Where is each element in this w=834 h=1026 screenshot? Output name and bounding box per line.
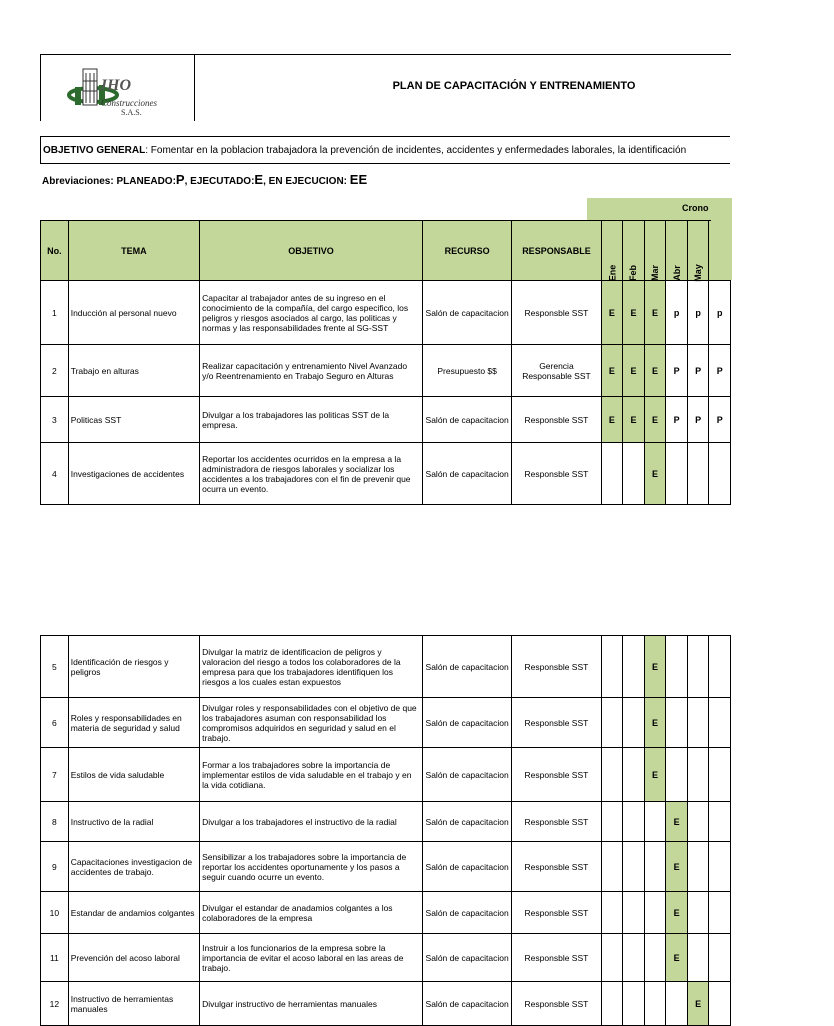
cell-month-status: [623, 698, 645, 748]
cronograma-label: Crono: [682, 203, 709, 213]
cell-tema: Roles y responsabilidades en materia de seguridad y salud: [68, 698, 199, 748]
cell-month-status: [623, 802, 645, 842]
cell-responsable: Responsble SST: [512, 636, 601, 698]
cell-month-status: [709, 636, 731, 698]
cell-objetivo: Divulgar a los trabajadores el instructivo de la radial: [200, 802, 423, 842]
cell-month-status: [623, 982, 645, 1026]
cell-month-status: [687, 842, 709, 892]
cell-responsable: Responsble SST: [512, 397, 601, 443]
cell-no: 8: [41, 802, 69, 842]
cell-no: 9: [41, 842, 69, 892]
cell-recurso: Salón de capacitacion: [422, 636, 511, 698]
abbr-mid2: , EN EJECUCION:: [263, 176, 350, 187]
cell-objetivo: Instruir a los funcionarios de la empresa sobre la importancia de evitar el acoso laboral en las areas de trabajo.: [200, 934, 423, 982]
cell-month-status: [687, 934, 709, 982]
cell-month-status: [687, 892, 709, 934]
cell-month-status: [709, 698, 731, 748]
col-responsable: RESPONSABLE: [512, 221, 601, 281]
cell-responsable: Responsble SST: [512, 443, 601, 505]
cell-responsable: Responsble SST: [512, 698, 601, 748]
cell-recurso: Salón de capacitacion: [422, 443, 511, 505]
cell-recurso: Salón de capacitacion: [422, 842, 511, 892]
cell-recurso: Salón de capacitacion: [422, 748, 511, 802]
table-row: [41, 281, 731, 345]
cell-month-status: [601, 698, 623, 748]
cell-objetivo: Sensibilizar a los trabajadores sobre la importancia de reportar los accidentes oportunamente y los pasos a seguir cuando ocurre un evento.: [200, 842, 423, 892]
cell-month-status: [601, 443, 623, 505]
cell-responsable: Responsble SST: [512, 281, 601, 345]
cell-responsable: Gerencia Responsable SST: [512, 345, 601, 397]
col-objetivo: OBJETIVO: [200, 221, 423, 281]
cell-month-status: [687, 698, 709, 748]
cell-tema: Capacitaciones investigacion de accidentes de trabajo.: [68, 842, 199, 892]
cell-no: 4: [41, 443, 69, 505]
col-no: No.: [41, 221, 69, 281]
cell-month-status: E: [623, 281, 645, 345]
col-month-mar: [644, 221, 666, 281]
cell-tema: Estilos de vida saludable: [68, 748, 199, 802]
month-label: Feb: [628, 264, 639, 282]
cell-no: 2: [41, 345, 69, 397]
table-row: [41, 636, 731, 698]
cell-month-status: P: [709, 345, 731, 397]
cell-tema: Trabajo en alturas: [68, 345, 199, 397]
cell-month-status: p: [709, 281, 731, 345]
cell-objetivo: Realizar capacitación y entrenamiento Nivel Avanzado y/o Reentrenamiento en Trabajo Seguro en Alturas: [200, 345, 423, 397]
col-month-ene: [601, 221, 623, 281]
cell-month-status: [623, 842, 645, 892]
cronograma-band-extension: [711, 198, 732, 280]
cell-objetivo: Divulgar roles y responsabilidades con el objetivo de que los trabajadores asuman con responsabilidad los compromisos adquiridos en seguridad y salud en el trabajo.: [200, 698, 423, 748]
month-label: Abr: [671, 265, 682, 281]
cell-objetivo: Divulgar el estandar de anadamios colgantes a los colaboradores de la empresa: [200, 892, 423, 934]
cell-month-status: [666, 748, 688, 802]
cell-month-status: [687, 802, 709, 842]
cell-no: 6: [41, 698, 69, 748]
cell-objetivo: Reportar los accidentes ocurridos en la empresa a la administradora de riesgos laborales y socializar los accidentes a los trabajadores con el fin de prevenir que ocurra un evento.: [200, 443, 423, 505]
cell-month-status: [709, 892, 731, 934]
cell-month-status: [644, 982, 666, 1026]
cell-recurso: Salón de capacitacion: [422, 982, 511, 1026]
cell-responsable: Responsble SST: [512, 842, 601, 892]
cell-month-status: E: [601, 397, 623, 443]
cell-recurso: Salón de capacitacion: [422, 698, 511, 748]
cell-month-status: [601, 636, 623, 698]
logo-cell: [41, 55, 195, 121]
logo-sub2: S.A.S.: [121, 108, 142, 117]
month-label: May: [693, 264, 704, 282]
cell-month-status: [601, 748, 623, 802]
cell-recurso: Salón de capacitacion: [422, 802, 511, 842]
cell-month-status: [623, 934, 645, 982]
cell-month-status: [709, 842, 731, 892]
cell-month-status: E: [644, 345, 666, 397]
cell-month-status: [666, 443, 688, 505]
cell-responsable: Responsble SST: [512, 982, 601, 1026]
cell-no: 11: [41, 934, 69, 982]
table-header-row: [41, 221, 731, 281]
cell-month-status: P: [666, 345, 688, 397]
col-tema: TEMA: [68, 221, 199, 281]
cell-no: 7: [41, 748, 69, 802]
cell-month-status: E: [687, 982, 709, 1026]
cell-month-status: E: [644, 748, 666, 802]
training-table-bottom: [40, 635, 731, 1026]
cell-month-status: [623, 748, 645, 802]
cell-month-status: [644, 934, 666, 982]
col-month-abr: [666, 221, 688, 281]
cell-recurso: Salón de capacitacion: [422, 892, 511, 934]
cell-month-status: [687, 636, 709, 698]
cell-month-status: E: [623, 397, 645, 443]
cell-month-status: E: [644, 698, 666, 748]
cell-month-status: p: [666, 281, 688, 345]
cell-month-status: [687, 443, 709, 505]
cell-responsable: Responsble SST: [512, 748, 601, 802]
cell-tema: Identificación de riesgos y peligros: [68, 636, 199, 698]
cell-month-status: E: [666, 842, 688, 892]
cell-month-status: P: [666, 397, 688, 443]
cell-no: 5: [41, 636, 69, 698]
cell-month-status: [601, 982, 623, 1026]
cell-recurso: Salón de capacitacion: [422, 281, 511, 345]
cell-responsable: Responsble SST: [512, 934, 601, 982]
objective-text: : Fomentar en la poblacion trabajadora la prevención de incidentes, accidentes y enfermedades laborales, la identificación: [145, 145, 687, 156]
cell-objetivo: Divulgar instructivo de herramientas manuales: [200, 982, 423, 1026]
cell-month-status: E: [623, 345, 645, 397]
cell-month-status: [601, 934, 623, 982]
cell-month-status: [644, 802, 666, 842]
objective-box: [40, 136, 730, 164]
cell-month-status: [709, 443, 731, 505]
cell-tema: Politicas SST: [68, 397, 199, 443]
cell-month-status: [623, 443, 645, 505]
cell-month-status: [644, 842, 666, 892]
cell-month-status: E: [644, 397, 666, 443]
cell-month-status: E: [601, 281, 623, 345]
table-row: [41, 397, 731, 443]
cell-month-status: [666, 982, 688, 1026]
table-row: [41, 842, 731, 892]
cell-tema: Prevención del acoso laboral: [68, 934, 199, 982]
cell-month-status: E: [644, 636, 666, 698]
cell-month-status: [644, 892, 666, 934]
cell-objetivo: Divulgar la matriz de identificacion de peligros y valoracion del riesgo a todos los colaboradores de la empresa para que los trabajadores identifiquen los riesgos a los cuales estan expuestos: [200, 636, 423, 698]
table-row: [41, 345, 731, 397]
cell-month-status: [623, 892, 645, 934]
cell-month-status: E: [644, 281, 666, 345]
cell-month-status: [709, 934, 731, 982]
cell-objetivo: Divulgar a los trabajadores las politicas SST de la empresa.: [200, 397, 423, 443]
cell-no: 10: [41, 892, 69, 934]
abbr-e: E: [254, 172, 264, 187]
cell-month-status: E: [666, 892, 688, 934]
cell-tema: Inducción al personal nuevo: [68, 281, 199, 345]
objective-label: OBJETIVO GENERAL: [43, 145, 146, 156]
cell-recurso: Presupuesto $$: [422, 345, 511, 397]
logo-sub1: Construcciones: [101, 98, 157, 108]
abbr-mid: , EJECUTADO:: [184, 176, 255, 187]
logo-text: JHO: [99, 77, 131, 94]
abbreviations: [42, 172, 367, 187]
table-row: [41, 698, 731, 748]
cell-recurso: Salón de capacitacion: [422, 397, 511, 443]
cell-objetivo: Capacitar al trabajador antes de su ingreso en el conocimiento de la compañía, del cargo especifico, los peligros y riesgos asociados al cargo, las politicas y normas y las responsabilidades frente al SG-SST: [200, 281, 423, 345]
month-label: Ene: [606, 264, 617, 282]
cell-tema: Estandar de andamios colgantes: [68, 892, 199, 934]
col-month-may: [687, 221, 709, 281]
table-row: [41, 802, 731, 842]
month-label: Mar: [650, 264, 661, 282]
abbr-ee: EE: [349, 172, 368, 187]
cell-month-status: [709, 748, 731, 802]
abbr-prefix: Abreviaciones: PLANEADO:: [42, 176, 176, 187]
cell-month-status: P: [687, 345, 709, 397]
cell-month-status: [666, 636, 688, 698]
abbr-p: P: [175, 172, 185, 187]
cell-tema: Instructivo de la radial: [68, 802, 199, 842]
cell-month-status: E: [644, 443, 666, 505]
cell-no: 12: [41, 982, 69, 1026]
cell-month-status: [687, 748, 709, 802]
cell-month-status: E: [666, 802, 688, 842]
cell-month-status: [601, 802, 623, 842]
cell-month-status: [601, 842, 623, 892]
cell-month-status: E: [601, 345, 623, 397]
cell-responsable: Responsble SST: [512, 802, 601, 842]
col-recurso: RECURSO: [422, 221, 511, 281]
cell-month-status: [709, 802, 731, 842]
cell-recurso: Salón de capacitacion: [422, 934, 511, 982]
cell-no: 3: [41, 397, 69, 443]
training-table-top: [40, 220, 731, 505]
cell-month-status: [623, 636, 645, 698]
cell-month-status: [709, 982, 731, 1026]
table-row: [41, 443, 731, 505]
table-row: [41, 982, 731, 1026]
table-row: [41, 892, 731, 934]
cell-responsable: Responsble SST: [512, 892, 601, 934]
cell-month-status: E: [666, 934, 688, 982]
cell-month-status: [601, 892, 623, 934]
cell-month-status: p: [687, 281, 709, 345]
cell-objetivo: Formar a los trabajadores sobre la importancia de implementar estilos de vida saludable en el trabajo y en la vida cotidiana.: [200, 748, 423, 802]
table-row: [41, 748, 731, 802]
cell-tema: Instructivo de herramientas manuales: [68, 982, 199, 1026]
cell-month-status: P: [709, 397, 731, 443]
table-row: [41, 934, 731, 982]
cell-no: 1: [41, 281, 69, 345]
page-title: PLAN DE CAPACITACIÓN Y ENTRENAMIENTO: [392, 80, 636, 92]
cell-month-status: [666, 698, 688, 748]
cell-month-status: P: [687, 397, 709, 443]
col-month-feb: [623, 221, 645, 281]
cell-tema: Investigaciones de accidentes: [68, 443, 199, 505]
